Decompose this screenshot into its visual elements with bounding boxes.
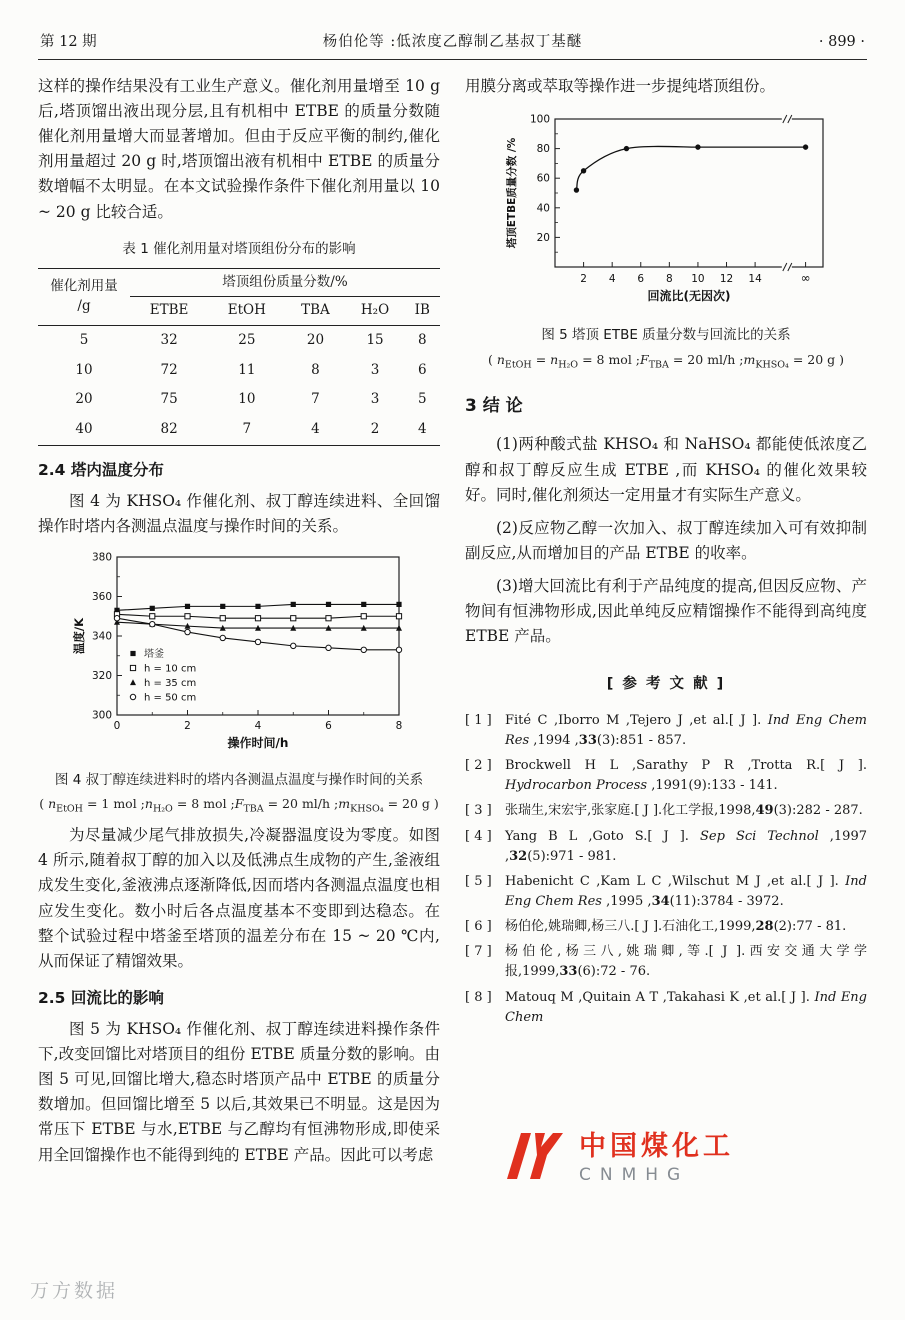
reference-label: [ 4 ] xyxy=(465,828,492,844)
svg-text:14: 14 xyxy=(747,273,762,286)
reference-label: [ 6 ] xyxy=(465,919,492,935)
fraction-cell: 20 xyxy=(306,331,325,348)
figure5-caption: 图 5 塔顶 ETBE 质量分数与回流比的关系 xyxy=(541,327,791,344)
text-segment: Matouq M ,Quitain A T ,Takahasi K ,et al.[ J ]. xyxy=(505,989,815,1005)
figure5-conditions xyxy=(465,350,867,373)
table-group-header: 塔顶组份质量分数/% xyxy=(130,268,440,297)
catalyst-amount-cell: 40 xyxy=(75,421,93,438)
section-2-4-heading: 2.4 塔内温度分布 xyxy=(38,461,164,480)
svg-text:12: 12 xyxy=(719,273,733,286)
reference-item xyxy=(465,917,867,937)
right-column xyxy=(465,74,867,1170)
text-segment: 32 xyxy=(509,848,528,864)
reference-label: [ 2 ] xyxy=(465,758,492,774)
svg-text:2: 2 xyxy=(184,720,191,733)
svg-text:8: 8 xyxy=(395,720,403,733)
text-segment: (3):282 - 287. xyxy=(773,803,863,819)
logo-latin-name: CNMHG xyxy=(579,1165,690,1185)
figure4-temperature-chart xyxy=(69,547,409,759)
reference-label: [ 7 ] xyxy=(465,944,492,960)
text-segment: (5):971 - 981. xyxy=(527,848,617,864)
text-segment: 杨伯伦,杨三八,姚瑞卿,等.[ J ].西安交通大学学报,1999, xyxy=(505,944,867,980)
column-header: IB xyxy=(405,297,440,326)
section-2-5-heading: 2.5 回流比的影响 xyxy=(38,988,164,1007)
table-row xyxy=(38,325,440,355)
svg-text:h = 50 cm: h = 50 cm xyxy=(144,692,197,704)
text-segment: = 20 g ) xyxy=(383,796,439,812)
svg-text:∞: ∞ xyxy=(800,271,811,286)
conclusion-item: (3)增大回流比有利于产品纯度的提高,但因反应物、产物间有恒沸物形成,因此单纯反应精馏操作不能得到高纯度 ETBE 产品。 xyxy=(465,577,867,646)
text-segment: H₂O xyxy=(152,803,173,815)
reference-label: [ 8 ] xyxy=(465,989,492,1005)
table-row xyxy=(38,356,440,386)
svg-text:360: 360 xyxy=(91,591,112,604)
catalyst-distribution-table xyxy=(38,268,440,447)
table-col1-header-text: 催化剂用量 xyxy=(50,278,118,295)
paragraph-temperature-discussion: 为尽量减少尾气排放损失,冷凝器温度设为零度。如图 4 所示,随着叔丁醇的加入以及低沸点生成物的产生,釜液组成发生变化,釜液沸点逐渐降低,因而塔内各测温点温度也相应发生变化。数小时后各点温度基本不变即到达稳态。在整个试验过程中塔釜至塔顶的温差分布在 15 ~ 20 ℃内,从而保证了精馏效果。 xyxy=(38,826,440,970)
text-segment: F xyxy=(234,796,244,812)
svg-text:6: 6 xyxy=(325,720,332,733)
svg-text:0: 0 xyxy=(113,720,121,733)
conclusion-item: (2)反应物乙醇一次加入、叔丁醇连续加入可有效抑制副反应,从而增加目的产品 ETBE 的收率。 xyxy=(465,518,867,562)
text-segment: EtOH xyxy=(56,803,83,815)
references-heading: [ 参 考 文 献 ] xyxy=(606,676,726,693)
reference-item xyxy=(465,711,867,751)
text-segment: = 8 mol ; xyxy=(172,796,235,812)
fraction-cell: 25 xyxy=(238,331,256,348)
text-segment: ,1994 , xyxy=(529,732,579,748)
text-segment: 33 xyxy=(578,732,597,748)
references-list xyxy=(465,711,867,1028)
cnmhg-logo-icon xyxy=(505,1129,567,1181)
text-segment: F xyxy=(640,352,649,368)
fraction-cell: 3 xyxy=(370,361,380,378)
reference-text xyxy=(505,872,867,912)
reference-text xyxy=(505,917,867,937)
fraction-cell: 75 xyxy=(160,391,178,408)
conclusions-list xyxy=(465,432,867,649)
text-segment: Ind Eng Chem xyxy=(505,989,867,1025)
table-1-caption: 表 1 催化剂用量对塔顶组份分布的影响 xyxy=(122,240,356,257)
svg-text:380: 380 xyxy=(91,551,112,564)
publisher-logo xyxy=(497,1118,823,1191)
left-column xyxy=(38,74,440,1170)
paragraph-catalyst-result: 这样的操作结果没有工业生产意义。催化剂用量增至 10 g 后,塔顶馏出液出现分层,且有机相中 ETBE 的质量分数随催化剂用量增大而显著增加。但由于反应平衡的制约,催化剂用量超过 20 g 时,塔顶馏出液有机相中 ETBE 的质量分数增幅不太明显。在本文试验操作条件下催化剂用量以 10 ~ 20 g 比较合适。 xyxy=(38,77,440,221)
fraction-cell: 15 xyxy=(366,331,384,348)
text-segment: n xyxy=(48,796,57,812)
reference-item xyxy=(465,756,867,796)
text-segment: = 8 mol ; xyxy=(578,352,641,368)
svg-text:10: 10 xyxy=(690,273,705,286)
text-segment: 49 xyxy=(755,803,774,819)
text-segment: (6):72 - 76. xyxy=(577,964,651,980)
text-segment: (11):3784 - 3972. xyxy=(669,893,784,909)
fraction-cell: 4 xyxy=(311,421,320,438)
running-title: 杨伯伦等 :低浓度乙醇制乙基叔丁基醚 xyxy=(322,34,583,50)
figure4-caption: 图 4 叔丁醇连续进料时的塔内各测温点温度与操作时间的关系 xyxy=(54,771,424,788)
reference-label: [ 1 ] xyxy=(465,712,492,728)
reference-label: [ 3 ] xyxy=(465,803,492,819)
fraction-cell: 8 xyxy=(418,331,427,348)
fraction-cell: 7 xyxy=(311,391,320,408)
catalyst-amount-cell: 5 xyxy=(79,331,89,348)
reference-item xyxy=(465,827,867,867)
svg-text:塔釜: 塔釜 xyxy=(144,649,164,661)
text-segment: H₂O xyxy=(558,359,579,371)
text-segment: m xyxy=(743,352,756,368)
text-segment: n xyxy=(144,796,153,812)
figure-5 xyxy=(465,107,867,373)
table-1-block xyxy=(38,239,440,446)
column-header: TBA xyxy=(285,297,345,326)
paragraph-membrane-extraction: 用膜分离或萃取等操作进一步提纯塔顶组份。 xyxy=(465,77,776,95)
text-segment: n xyxy=(550,352,559,368)
text-segment: KHSO₄ xyxy=(755,359,789,371)
fraction-cell: 8 xyxy=(311,361,320,378)
reference-item xyxy=(465,872,867,912)
text-segment: 33 xyxy=(559,964,578,980)
table-row xyxy=(38,385,440,415)
text-segment: KHSO₄ xyxy=(350,803,384,815)
fraction-cell: 5 xyxy=(418,391,427,408)
table-row xyxy=(38,415,440,445)
reference-text xyxy=(505,988,867,1028)
svg-text:60: 60 xyxy=(536,172,550,185)
svg-text:h = 10 cm: h = 10 cm xyxy=(144,663,197,675)
fraction-cell: 2 xyxy=(370,421,380,438)
conclusion-item: (1)两种酸式盐 KHSO₄ 和 NaHSO₄ 都能使低浓度乙醇和叔丁醇反应生成 ETBE ,而 KHSO₄ 的催化效果较好。同时,催化剂须达一定用量才有实际生产意义。 xyxy=(465,435,867,504)
svg-text:4: 4 xyxy=(254,720,262,733)
fraction-cell: 32 xyxy=(160,331,178,348)
svg-text:塔顶ETBE质量分数 /%: 塔顶ETBE质量分数 /% xyxy=(505,137,518,249)
fraction-cell: 10 xyxy=(238,391,256,408)
text-segment: = 1 mol ; xyxy=(82,796,145,812)
text-segment: ,1995 , xyxy=(601,893,652,909)
svg-text:40: 40 xyxy=(536,202,550,215)
reference-text xyxy=(505,942,867,982)
reference-item xyxy=(465,988,867,1028)
column-header: EtOH xyxy=(208,297,285,326)
text-segment: Fité C ,Iborro M ,Tejero J ,et al.[ J ]. xyxy=(505,712,768,728)
text-segment: Yang B L ,Goto S.[ J ]. xyxy=(505,828,700,844)
two-column-body xyxy=(38,74,867,1170)
fraction-cell: 4 xyxy=(418,421,427,438)
table-col1-unit: /g xyxy=(77,297,91,314)
page-number: · 899 · xyxy=(818,34,865,50)
text-segment: Hydrocarbon Process xyxy=(505,778,648,794)
text-segment: m xyxy=(338,796,351,812)
reference-text xyxy=(505,801,867,821)
figure-4 xyxy=(38,547,440,817)
logo-text-block xyxy=(579,1124,734,1185)
text-segment: Ind Eng Chem Res xyxy=(505,873,867,909)
svg-text:回流比(无因次): 回流比(无因次) xyxy=(647,289,730,304)
fraction-cell: 11 xyxy=(238,361,256,378)
svg-text:80: 80 xyxy=(536,143,550,156)
column-header: H₂O xyxy=(345,297,404,326)
paragraph-reflux-discussion: 图 5 为 KHSO₄ 作催化剂、叔丁醇连续进料操作条件下,改变回馏比对塔顶目的组份 ETBE 质量分数的影响。由图 5 可见,回馏比增大,稳态时塔顶产品中 ETBE 的质量分数增加。但回馏比增至 5 以后,其效果已不明显。这是因为常压下 ETBE 与水,ETBE 与乙醇均有恒沸物形成,即使采用全回馏操作也不能得到纯的 ETBE 产品。因此可以考虑 xyxy=(38,1020,440,1164)
text-segment: ( xyxy=(487,352,497,368)
text-segment: Sep Sci Technol xyxy=(700,828,819,844)
table-col1-header xyxy=(38,268,130,325)
catalyst-amount-cell: 10 xyxy=(75,361,93,378)
paragraph-fig4-intro: 图 4 为 KHSO₄ 作催化剂、叔丁醇连续进料、全回馏操作时塔内各测温点温度与操作时间的关系。 xyxy=(38,492,440,536)
text-segment: ,1997 , xyxy=(505,828,867,864)
catalyst-amount-cell: 20 xyxy=(75,391,93,408)
text-segment: ,1991(9):133 - 141. xyxy=(647,778,778,794)
reference-text xyxy=(505,756,867,796)
svg-text:2: 2 xyxy=(579,273,587,286)
text-segment: 张瑞生,宋宏宇,张家庭.[ J ].化工学报,1998, xyxy=(505,803,756,819)
svg-text:操作时间/h: 操作时间/h xyxy=(227,736,289,751)
svg-text:300: 300 xyxy=(91,709,112,722)
reference-item xyxy=(465,801,867,821)
wanfang-watermark: 万方数据 xyxy=(30,1280,119,1302)
fraction-cell: 7 xyxy=(242,421,252,438)
reference-text xyxy=(505,711,867,751)
fraction-cell: 3 xyxy=(370,391,380,408)
logo-chinese-name: 中国煤化工 xyxy=(579,1131,734,1162)
reference-text xyxy=(505,827,867,867)
reference-item xyxy=(465,942,867,982)
fraction-cell: 82 xyxy=(160,421,178,438)
svg-text:h = 35 cm: h = 35 cm xyxy=(144,678,197,690)
text-segment: EtOH xyxy=(504,359,532,371)
figure4-conditions xyxy=(38,794,440,817)
text-segment: = 20 ml/h ; xyxy=(668,352,744,368)
text-segment: Habenicht C ,Kam L C ,Wilschut M J ,et al.[ J ]. xyxy=(505,873,846,889)
text-segment: 杨伯伦,姚瑞卿,杨三八.[ J ].石油化工,1999, xyxy=(505,919,756,935)
text-segment: 34 xyxy=(651,893,670,909)
svg-text:100: 100 xyxy=(529,113,550,126)
text-segment: = 20 g ) xyxy=(788,352,845,368)
text-segment: Brockwell H L ,Sarathy P R ,Trotta R.[ J ]. xyxy=(505,758,867,774)
column-header: ETBE xyxy=(130,297,208,326)
text-segment: Ind Eng Chem Res xyxy=(505,712,868,748)
page-header xyxy=(38,24,867,59)
text-segment: 28 xyxy=(755,919,774,935)
figure5-etbe-reflux-chart xyxy=(499,107,834,315)
svg-text:4: 4 xyxy=(608,273,616,286)
svg-text:温度/K: 温度/K xyxy=(72,618,86,655)
fraction-cell: 6 xyxy=(418,361,427,378)
svg-text:340: 340 xyxy=(91,630,112,643)
section-3-heading: 3 结 论 xyxy=(465,395,523,416)
svg-text:320: 320 xyxy=(91,670,112,683)
svg-text:6: 6 xyxy=(636,273,644,286)
text-segment: (2):77 - 81. xyxy=(773,919,847,935)
svg-text:8: 8 xyxy=(665,273,673,286)
text-segment: TBA xyxy=(243,803,264,815)
issue-number: 第 12 期 xyxy=(40,34,97,50)
text-segment: ( xyxy=(39,796,49,812)
header-rule xyxy=(38,59,867,60)
text-segment: n xyxy=(496,352,505,368)
svg-text:20: 20 xyxy=(536,232,550,245)
text-segment: TBA xyxy=(648,359,669,371)
text-segment: (3):851 - 857. xyxy=(596,732,687,748)
fraction-cell: 72 xyxy=(160,361,178,378)
text-segment: = 20 ml/h ; xyxy=(263,796,339,812)
reference-label: [ 5 ] xyxy=(465,873,492,889)
text-segment: = xyxy=(531,352,551,368)
